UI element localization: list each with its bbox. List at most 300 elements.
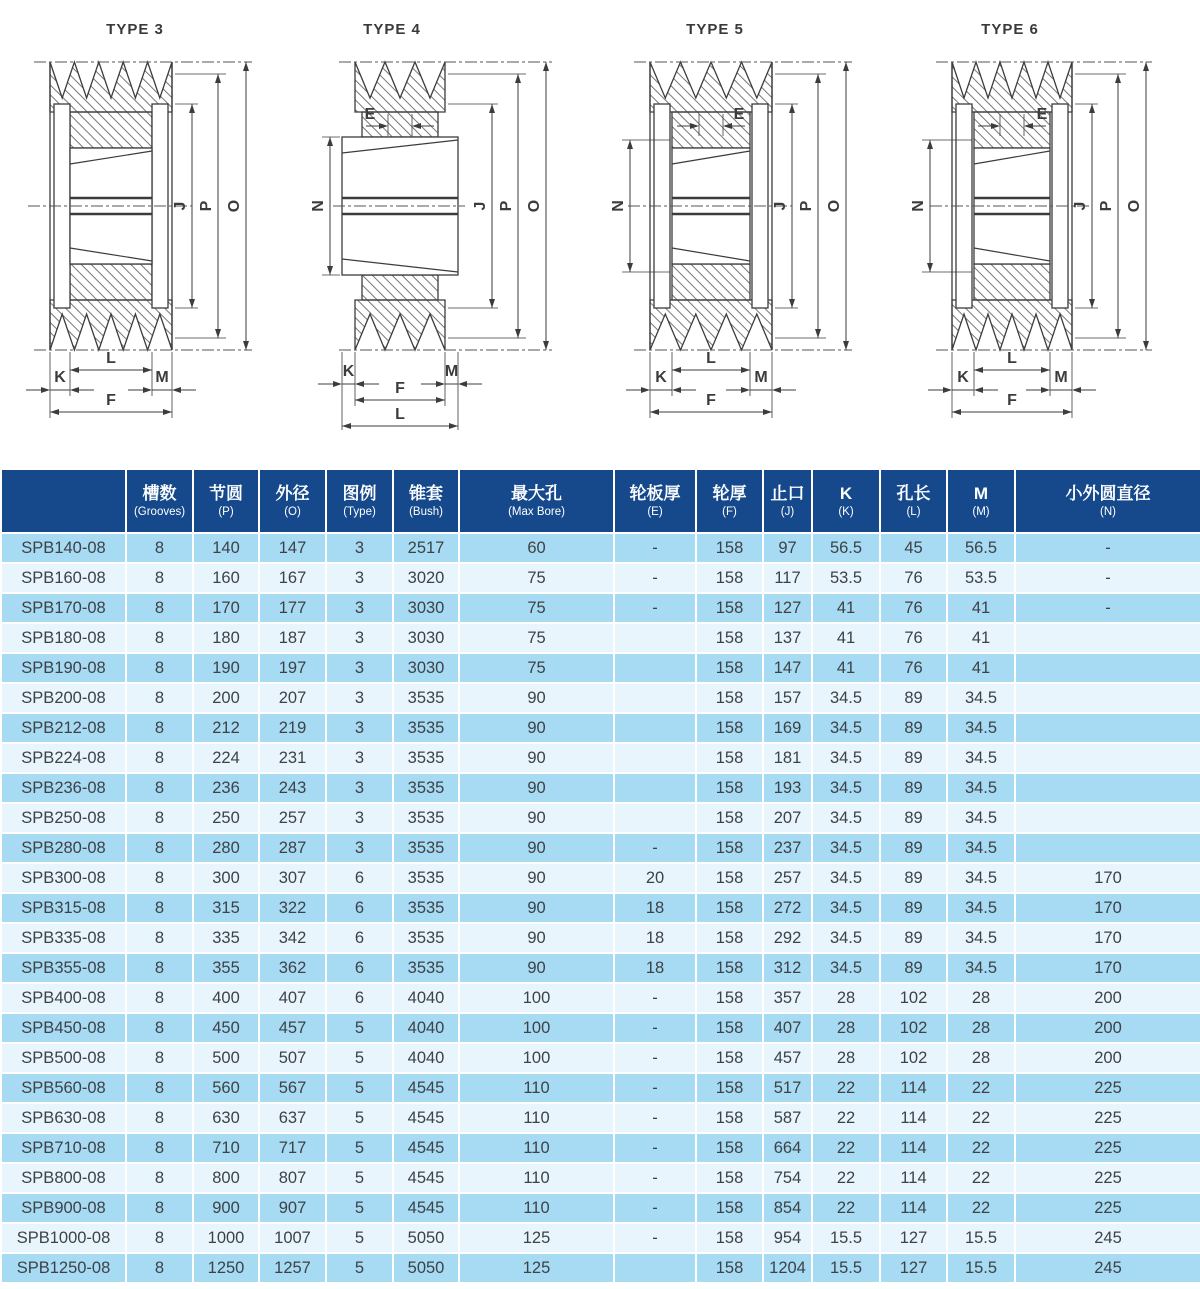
model-cell: SPB212-08 <box>1 713 126 743</box>
table-cell: 8 <box>126 1013 193 1043</box>
table-cell: 34.5 <box>812 803 880 833</box>
table-row <box>1 1253 1200 1283</box>
table-cell: 567 <box>259 1073 326 1103</box>
table-cell: 34.5 <box>812 713 880 743</box>
table-cell: 34.5 <box>947 923 1015 953</box>
table-cell: 177 <box>259 593 326 623</box>
table-cell: 630 <box>193 1103 259 1133</box>
table-cell: 3 <box>326 713 393 743</box>
table-row <box>1 1163 1200 1193</box>
table-cell: 110 <box>459 1103 614 1133</box>
model-cell: SPB280-08 <box>1 833 126 863</box>
table-cell: 5 <box>326 1253 393 1283</box>
table-cell: 800 <box>193 1163 259 1193</box>
table-cell: 5 <box>326 1043 393 1073</box>
table-cell: 28 <box>947 1043 1015 1073</box>
table-cell: 53.5 <box>812 563 880 593</box>
pulley-diagram-type6 <box>900 0 1200 468</box>
table-cell: 8 <box>126 593 193 623</box>
table-cell: 127 <box>880 1253 947 1283</box>
table-cell: 8 <box>126 1253 193 1283</box>
table-cell: 56.5 <box>812 533 880 563</box>
model-cell: SPB236-08 <box>1 773 126 803</box>
table-cell: 22 <box>947 1163 1015 1193</box>
column-header-cn: 槽数 <box>142 483 177 503</box>
column-header-en: (M) <box>972 505 990 518</box>
table-cell: 5 <box>326 1103 393 1133</box>
column-header-cn: 小外圆直径 <box>1065 483 1151 503</box>
table-row <box>1 863 1200 893</box>
table-cell: 4040 <box>393 983 459 1013</box>
table-cell: 34.5 <box>947 893 1015 923</box>
column-header-cn: 图例 <box>342 483 377 503</box>
dim-label-O: O <box>1126 199 1143 213</box>
spb-spec-table <box>0 468 1200 1284</box>
column-header-cn: 节圆 <box>209 483 243 503</box>
table-cell: 89 <box>880 863 947 893</box>
column-header-en: (O) <box>284 505 301 518</box>
table-row <box>1 593 1200 623</box>
table-cell: 110 <box>459 1163 614 1193</box>
table-cell: 8 <box>126 863 193 893</box>
table-cell: 200 <box>1015 1013 1200 1043</box>
table-cell: 1007 <box>259 1223 326 1253</box>
table-cell: 170 <box>193 593 259 623</box>
pulley-drawing <box>600 0 900 468</box>
table-cell: 137 <box>763 623 812 653</box>
table-cell: - <box>614 833 696 863</box>
table-cell: 89 <box>880 953 947 983</box>
table-cell: 102 <box>880 1043 947 1073</box>
diagram-title: TYPE 4 <box>363 21 421 38</box>
table-cell: - <box>614 563 696 593</box>
diagram-title: TYPE 6 <box>981 21 1039 38</box>
table-cell: 90 <box>459 893 614 923</box>
table-row <box>1 1073 1200 1103</box>
table-cell: 158 <box>696 593 763 623</box>
column-header-cn: 锥套 <box>409 483 443 503</box>
table-cell: 5 <box>326 1073 393 1103</box>
table-cell: 41 <box>812 653 880 683</box>
table-cell: 5 <box>326 1193 393 1223</box>
column-header-en: (K) <box>838 505 854 518</box>
table-cell: 225 <box>1015 1073 1200 1103</box>
column-header <box>126 469 193 533</box>
dim-label-M: M <box>1054 369 1068 386</box>
table-cell: 1000 <box>193 1223 259 1253</box>
table-cell: 8 <box>126 1103 193 1133</box>
table-row <box>1 983 1200 1013</box>
table-cell: 75 <box>459 653 614 683</box>
model-cell: SPB1250-08 <box>1 1253 126 1283</box>
table-cell: 34.5 <box>947 773 1015 803</box>
dim-label-F: F <box>106 392 116 409</box>
table-cell: 754 <box>763 1163 812 1193</box>
column-header <box>763 469 812 533</box>
table-cell: 28 <box>947 1013 1015 1043</box>
dim-label-L: L <box>106 350 116 367</box>
table-cell: 4040 <box>393 1013 459 1043</box>
table-cell: 140 <box>193 533 259 563</box>
table-row <box>1 533 1200 563</box>
table-cell: 287 <box>259 833 326 863</box>
table-cell: 8 <box>126 1193 193 1223</box>
table-cell: 102 <box>880 983 947 1013</box>
table-cell: 225 <box>1015 1193 1200 1223</box>
model-cell: SPB224-08 <box>1 743 126 773</box>
model-cell: SPB1000-08 <box>1 1223 126 1253</box>
table-cell: 8 <box>126 563 193 593</box>
column-header <box>393 469 459 533</box>
table-cell: 34.5 <box>947 803 1015 833</box>
model-cell: SPB300-08 <box>1 863 126 893</box>
table-row <box>1 1223 1200 1253</box>
pulley-diagram-type3 <box>0 0 300 468</box>
table-cell: - <box>614 1193 696 1223</box>
table-cell: 8 <box>126 923 193 953</box>
table-cell: 158 <box>696 893 763 923</box>
table-cell: 6 <box>326 953 393 983</box>
table-cell: 335 <box>193 923 259 953</box>
table-cell: 53.5 <box>947 563 1015 593</box>
table-cell <box>614 1253 696 1283</box>
table-cell: 3535 <box>393 683 459 713</box>
diagram-title: TYPE 3 <box>106 21 164 38</box>
dim-label-K: K <box>655 369 667 386</box>
table-cell <box>614 713 696 743</box>
table-cell: 6 <box>326 923 393 953</box>
table-cell: 158 <box>696 563 763 593</box>
table-cell: 231 <box>259 743 326 773</box>
table-cell: 257 <box>259 803 326 833</box>
table-cell: 245 <box>1015 1223 1200 1253</box>
table-cell: 3 <box>326 533 393 563</box>
table-cell: 76 <box>880 593 947 623</box>
table-cell <box>1015 623 1200 653</box>
table-cell: 1204 <box>763 1253 812 1283</box>
dim-label-M: M <box>754 369 768 386</box>
table-cell: 243 <box>259 773 326 803</box>
table-cell: 76 <box>880 563 947 593</box>
table-cell: 3 <box>326 593 393 623</box>
table-cell: 200 <box>1015 1043 1200 1073</box>
table-cell: 41 <box>812 593 880 623</box>
table-cell: 637 <box>259 1103 326 1133</box>
table-cell: - <box>614 593 696 623</box>
table-cell: 224 <box>193 743 259 773</box>
table-cell: 34.5 <box>812 683 880 713</box>
table-cell: 236 <box>193 773 259 803</box>
table-cell: 28 <box>947 983 1015 1013</box>
table-cell <box>1015 683 1200 713</box>
dim-label-L: L <box>706 350 716 367</box>
table-cell: 34.5 <box>812 773 880 803</box>
column-header <box>614 469 696 533</box>
table-cell: 5 <box>326 1163 393 1193</box>
table-cell: 89 <box>880 743 947 773</box>
table-cell: 22 <box>947 1073 1015 1103</box>
table-cell: 127 <box>763 593 812 623</box>
table-cell: 90 <box>459 743 614 773</box>
table-cell: - <box>614 1133 696 1163</box>
table-cell <box>1015 803 1200 833</box>
table-cell: 362 <box>259 953 326 983</box>
pulley-diagrams-row <box>0 0 1200 468</box>
dim-label-P: P <box>798 200 815 212</box>
table-cell: 158 <box>696 533 763 563</box>
spec-table-header <box>1 469 1200 533</box>
table-cell: 500 <box>193 1043 259 1073</box>
table-cell: 3535 <box>393 953 459 983</box>
table-cell: 3535 <box>393 773 459 803</box>
table-cell: 114 <box>880 1163 947 1193</box>
table-cell: 117 <box>763 563 812 593</box>
table-cell: 22 <box>947 1103 1015 1133</box>
pulley-diagram-type4 <box>300 0 600 468</box>
model-cell: SPB250-08 <box>1 803 126 833</box>
table-cell: 5 <box>326 1133 393 1163</box>
table-cell: 8 <box>126 683 193 713</box>
table-cell: 8 <box>126 803 193 833</box>
table-cell <box>614 803 696 833</box>
table-cell: 34.5 <box>947 713 1015 743</box>
dim-label-J: J <box>1072 201 1089 211</box>
header-row <box>1 469 1200 533</box>
table-row <box>1 623 1200 653</box>
table-cell: 169 <box>763 713 812 743</box>
table-row <box>1 743 1200 773</box>
table-cell: 41 <box>947 593 1015 623</box>
table-cell: 89 <box>880 713 947 743</box>
table-cell: 158 <box>696 1073 763 1103</box>
table-cell: 8 <box>126 833 193 863</box>
table-cell: 5050 <box>393 1223 459 1253</box>
table-cell: 20 <box>614 863 696 893</box>
dim-label-P: P <box>498 200 515 212</box>
table-cell: 34.5 <box>947 833 1015 863</box>
table-cell: 8 <box>126 1163 193 1193</box>
table-row <box>1 1193 1200 1223</box>
column-header-cn: 轮厚 <box>712 483 747 503</box>
table-cell: 28 <box>812 1013 880 1043</box>
table-cell: 75 <box>459 623 614 653</box>
table-cell: 8 <box>126 1133 193 1163</box>
table-cell: 34.5 <box>812 953 880 983</box>
model-cell: SPB450-08 <box>1 1013 126 1043</box>
table-cell: 100 <box>459 1043 614 1073</box>
table-cell: 3020 <box>393 563 459 593</box>
table-cell: 41 <box>947 653 1015 683</box>
table-cell: 8 <box>126 773 193 803</box>
table-cell: 158 <box>696 1193 763 1223</box>
table-cell: 457 <box>763 1043 812 1073</box>
model-cell: SPB900-08 <box>1 1193 126 1223</box>
table-cell: - <box>1015 593 1200 623</box>
table-cell: 22 <box>812 1193 880 1223</box>
table-cell: 89 <box>880 773 947 803</box>
pulley-drawing <box>900 0 1200 468</box>
table-cell: - <box>614 533 696 563</box>
table-row <box>1 773 1200 803</box>
dim-label-L: L <box>1007 350 1017 367</box>
dim-label-J: J <box>772 201 789 211</box>
dim-label-M: M <box>444 363 459 380</box>
table-cell: - <box>614 1223 696 1253</box>
column-header <box>947 469 1015 533</box>
table-cell: 22 <box>812 1163 880 1193</box>
table-cell: 18 <box>614 953 696 983</box>
model-cell: SPB170-08 <box>1 593 126 623</box>
model-cell: SPB190-08 <box>1 653 126 683</box>
table-cell: 854 <box>763 1193 812 1223</box>
table-cell: 158 <box>696 803 763 833</box>
table-cell <box>1015 653 1200 683</box>
table-cell: 245 <box>1015 1253 1200 1283</box>
table-row <box>1 953 1200 983</box>
table-cell: 212 <box>193 713 259 743</box>
table-cell: 8 <box>126 983 193 1013</box>
table-cell: 272 <box>763 893 812 923</box>
table-cell: 89 <box>880 893 947 923</box>
table-cell: 457 <box>259 1013 326 1043</box>
table-cell: 90 <box>459 683 614 713</box>
column-header-cn: 孔长 <box>896 483 931 503</box>
table-cell: 197 <box>259 653 326 683</box>
table-cell: 18 <box>614 923 696 953</box>
table-cell: 34.5 <box>812 893 880 923</box>
table-cell: 250 <box>193 803 259 833</box>
model-cell: SPB500-08 <box>1 1043 126 1073</box>
table-cell: 4545 <box>393 1103 459 1133</box>
table-cell: 41 <box>947 623 1015 653</box>
table-cell: 158 <box>696 773 763 803</box>
dim-label-J: J <box>172 201 189 211</box>
table-cell: - <box>1015 563 1200 593</box>
table-cell: 3535 <box>393 893 459 923</box>
table-cell: 342 <box>259 923 326 953</box>
table-cell: 3 <box>326 833 393 863</box>
table-cell: 158 <box>696 683 763 713</box>
column-header <box>1015 469 1200 533</box>
table-cell: 307 <box>259 863 326 893</box>
dim-label-E: E <box>733 106 745 123</box>
dim-label-M: M <box>155 369 169 386</box>
table-cell: 8 <box>126 1043 193 1073</box>
table-cell: 8 <box>126 653 193 683</box>
table-cell: 170 <box>1015 893 1200 923</box>
table-cell: 4545 <box>393 1163 459 1193</box>
column-header-en: (P) <box>218 505 234 518</box>
table-cell: 710 <box>193 1133 259 1163</box>
table-cell: 170 <box>1015 923 1200 953</box>
table-cell: - <box>614 1043 696 1073</box>
table-cell: 3 <box>326 563 393 593</box>
table-cell: 158 <box>696 1223 763 1253</box>
table-cell: 15.5 <box>947 1253 1015 1283</box>
table-cell: 8 <box>126 1223 193 1253</box>
table-cell: 3535 <box>393 713 459 743</box>
table-cell: 100 <box>459 1013 614 1043</box>
table-cell: 114 <box>880 1133 947 1163</box>
table-cell: 8 <box>126 623 193 653</box>
table-cell: 158 <box>696 1103 763 1133</box>
column-header-en: (Type) <box>343 505 376 518</box>
column-header-cn: 止口 <box>770 483 805 503</box>
column-header <box>459 469 614 533</box>
table-cell: 158 <box>696 623 763 653</box>
table-cell: 207 <box>763 803 812 833</box>
table-cell: 400 <box>193 983 259 1013</box>
table-cell <box>1015 713 1200 743</box>
table-cell: 4545 <box>393 1133 459 1163</box>
table-cell: 180 <box>193 623 259 653</box>
diagram-title: TYPE 5 <box>686 21 744 38</box>
table-cell <box>614 773 696 803</box>
table-cell: 75 <box>459 563 614 593</box>
table-cell: 3535 <box>393 863 459 893</box>
dim-label-O: O <box>826 199 843 213</box>
table-cell: - <box>614 1163 696 1193</box>
table-cell: 89 <box>880 803 947 833</box>
dim-label-N: N <box>910 200 927 212</box>
table-cell: 237 <box>763 833 812 863</box>
table-cell: 90 <box>459 833 614 863</box>
table-cell: 3535 <box>393 743 459 773</box>
table-cell: 90 <box>459 773 614 803</box>
table-cell: 125 <box>459 1223 614 1253</box>
table-cell: 34.5 <box>812 743 880 773</box>
table-cell: - <box>1015 533 1200 563</box>
table-cell: 6 <box>326 863 393 893</box>
dim-label-E: E <box>364 106 376 123</box>
table-cell <box>614 683 696 713</box>
table-cell: - <box>614 1103 696 1133</box>
model-cell: SPB800-08 <box>1 1163 126 1193</box>
column-header-cn: 外径 <box>275 483 310 503</box>
table-cell: 34.5 <box>812 923 880 953</box>
table-cell: 4545 <box>393 1193 459 1223</box>
table-cell: 114 <box>880 1103 947 1133</box>
table-cell: 5 <box>326 1223 393 1253</box>
table-row <box>1 653 1200 683</box>
model-cell: SPB630-08 <box>1 1103 126 1133</box>
table-cell: 193 <box>763 773 812 803</box>
column-header <box>326 469 393 533</box>
table-cell <box>614 623 696 653</box>
model-cell: SPB140-08 <box>1 533 126 563</box>
table-cell: 34.5 <box>812 833 880 863</box>
table-cell: 158 <box>696 953 763 983</box>
table-cell: 322 <box>259 893 326 923</box>
table-cell: 158 <box>696 653 763 683</box>
dim-label-K: K <box>342 363 355 380</box>
table-cell: 158 <box>696 1013 763 1043</box>
table-cell: 89 <box>880 923 947 953</box>
dim-label-P: P <box>198 200 215 212</box>
table-row <box>1 713 1200 743</box>
table-cell: 807 <box>259 1163 326 1193</box>
spec-table-body <box>1 533 1200 1283</box>
table-cell: 18 <box>614 893 696 923</box>
table-cell: 200 <box>1015 983 1200 1013</box>
table-cell: 8 <box>126 533 193 563</box>
table-cell: 110 <box>459 1193 614 1223</box>
table-cell: 34.5 <box>947 863 1015 893</box>
table-row <box>1 833 1200 863</box>
dim-label-E: E <box>1036 106 1048 123</box>
table-cell: 5050 <box>393 1253 459 1283</box>
table-cell: 160 <box>193 563 259 593</box>
